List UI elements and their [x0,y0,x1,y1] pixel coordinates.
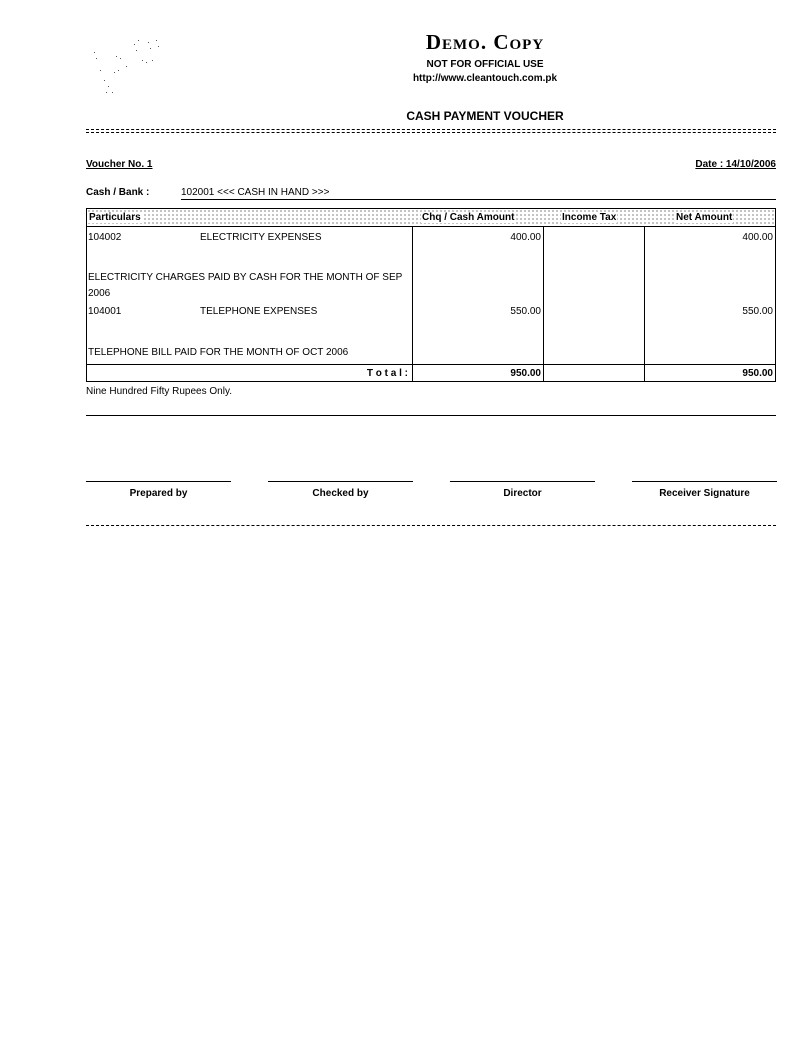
voucher-title: CASH PAYMENT VOUCHER [406,109,564,123]
divider [412,227,413,382]
footer-dashed-rule [86,525,776,526]
row-net-amount: 550.00 [742,306,773,317]
cash-bank-label: Cash / Bank : [86,187,150,198]
voucher-date: Date : 14/10/2006 [695,159,776,170]
divider [644,227,645,382]
demo-copy-title: Demo. Copy [425,30,545,54]
col-income-tax: Income Tax [562,212,617,223]
receiver-signature-label: Receiver Signature [659,488,750,499]
total-label: T o t a l : [366,368,408,379]
row-account-name: ELECTRICITY EXPENSES [200,232,322,243]
signature-line-checked [268,481,413,482]
col-net-amount: Net Amount [676,212,733,223]
checked-by-label: Checked by [312,488,369,499]
header-rule-top [86,129,776,130]
prepared-by-label: Prepared by [129,488,188,499]
amount-in-words: Nine Hundred Fifty Rupees Only. [86,386,232,397]
row-account-code: 104001 [88,306,122,317]
row-amount: 550.00 [510,306,541,317]
signature-line-director [450,481,595,482]
voucher-number: Voucher No. 1 [86,159,153,170]
table-header [87,209,775,227]
separator-rule [86,415,776,416]
row-narration: TELEPHONE BILL PAID FOR THE MONTH OF OCT 2006 [88,347,349,358]
total-net-amount: 950.00 [742,368,773,379]
row-narration-continued: 2006 [88,288,111,299]
header-rule-bottom [86,132,776,133]
row-account-code: 104002 [88,232,122,243]
logo-dots [86,36,176,100]
total-amount: 950.00 [510,368,541,379]
col-particulars: Particulars [89,212,141,223]
row-narration: ELECTRICITY CHARGES PAID BY CASH FOR THE MONTH OF SEP [88,272,403,283]
not-for-official-use-notice: NOT FOR OFFICIAL USE [426,59,544,70]
divider [543,227,544,382]
row-amount: 400.00 [510,232,541,243]
signature-line-receiver [632,481,777,482]
row-account-name: TELEPHONE EXPENSES [200,306,318,317]
voucher-table [86,208,776,382]
col-chq-cash-amount: Chq / Cash Amount [422,212,515,223]
director-label: Director [503,488,542,499]
signature-line-prepared [86,481,231,482]
company-url: http://www.cleantouch.com.pk [412,73,558,84]
cash-bank-value: 102001 <<< CASH IN HAND >>> [181,187,776,200]
total-divider [87,364,775,365]
row-net-amount: 400.00 [742,232,773,243]
